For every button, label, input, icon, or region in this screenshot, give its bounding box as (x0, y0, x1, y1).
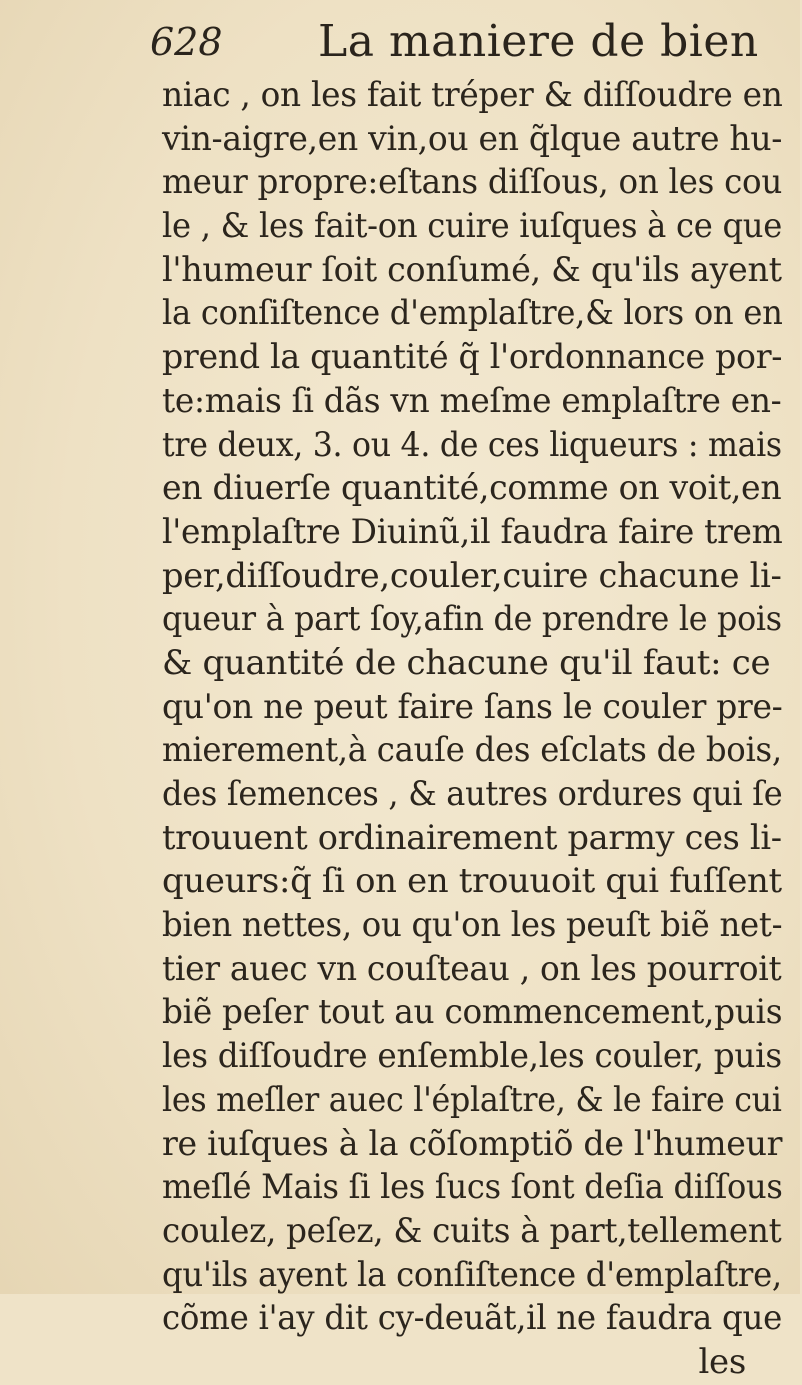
text-line: tier auec vn couſteau , on les pourroit (162, 948, 782, 989)
text-line: l'humeur ſoit conſumé, & qu'ils ayent (162, 249, 782, 290)
text-line: les diſſoudre enſemble,les couler, puis (162, 1036, 782, 1077)
text-line: qu'on ne peut faire ſans le couler pre- (162, 686, 783, 727)
text-line: coulez, peſez, & cuits à part,tellement (162, 1210, 782, 1251)
text-line: prend la quantité q̃ l'ordonnance por- (162, 337, 783, 378)
running-head: La maniere de bien (318, 16, 759, 67)
page-header (0, 14, 800, 72)
text-line: mierement,à cauſe des eſclats de bois, (162, 730, 782, 771)
text-line: re iuſques à la cõſomptiõ de l'humeur (162, 1123, 783, 1164)
catchword: les (698, 1341, 746, 1382)
text-line: le , & les fait-on cuire iuſques à ce que (162, 206, 783, 247)
text-line: tre deux, 3. ou 4. de ces liqueurs : mais (162, 424, 782, 465)
text-line: & quantité de chacune qu'il faut: ce (162, 642, 771, 683)
text-line: l'emplaſtre Diuinũ,il faudra faire trem (162, 511, 783, 552)
text-line: biẽ peſer tout au commencement,puis (162, 992, 783, 1033)
text-line: meſlé Mais ſi les ſucs ſont deſia diſſous (162, 1167, 783, 1208)
text-line: qu'ils ayent la conſiſtence d'emplaſtre, (162, 1254, 782, 1295)
text-line: meur propre:eſtans diſſous, on les cou (162, 162, 783, 203)
text-line: des ſemences , & autres ordures qui ſe (162, 774, 783, 814)
text-line: la conſiſtence d'emplaſtre,& lors on en (162, 293, 783, 334)
text-line: bien nettes, ou qu'on les peuſt biẽ net- (162, 905, 783, 946)
text-line: en diuerſe quantité,comme on voit,en (162, 468, 782, 509)
text-line: vin-aigre,en vin,ou en q̃lque autre hu- (162, 118, 783, 159)
text-line: te:mais ſi dãs vn meſme emplaſtre en- (162, 380, 782, 421)
text-line: niac , on les fait tréper & diſſoudre en (162, 75, 783, 115)
text-line: les meſler auec l'éplaſtre, & le faire cui (162, 1079, 782, 1120)
text-line: per,diſſoudre,couler,cuire chacune li- (162, 555, 782, 596)
body-text (162, 74, 802, 1385)
page-number: 628 (150, 20, 223, 64)
text-line: trouuent ordinairement parmy ces li- (162, 817, 782, 858)
text-line: queurs:q̃ ſi on en trouuoit qui fuſſent (162, 861, 782, 902)
text-line: queur à part ſoy,afin de prendre le pois (162, 599, 782, 640)
text-line: cõme i'ay dit cy-deuãt,il ne faudra que (162, 1298, 782, 1339)
